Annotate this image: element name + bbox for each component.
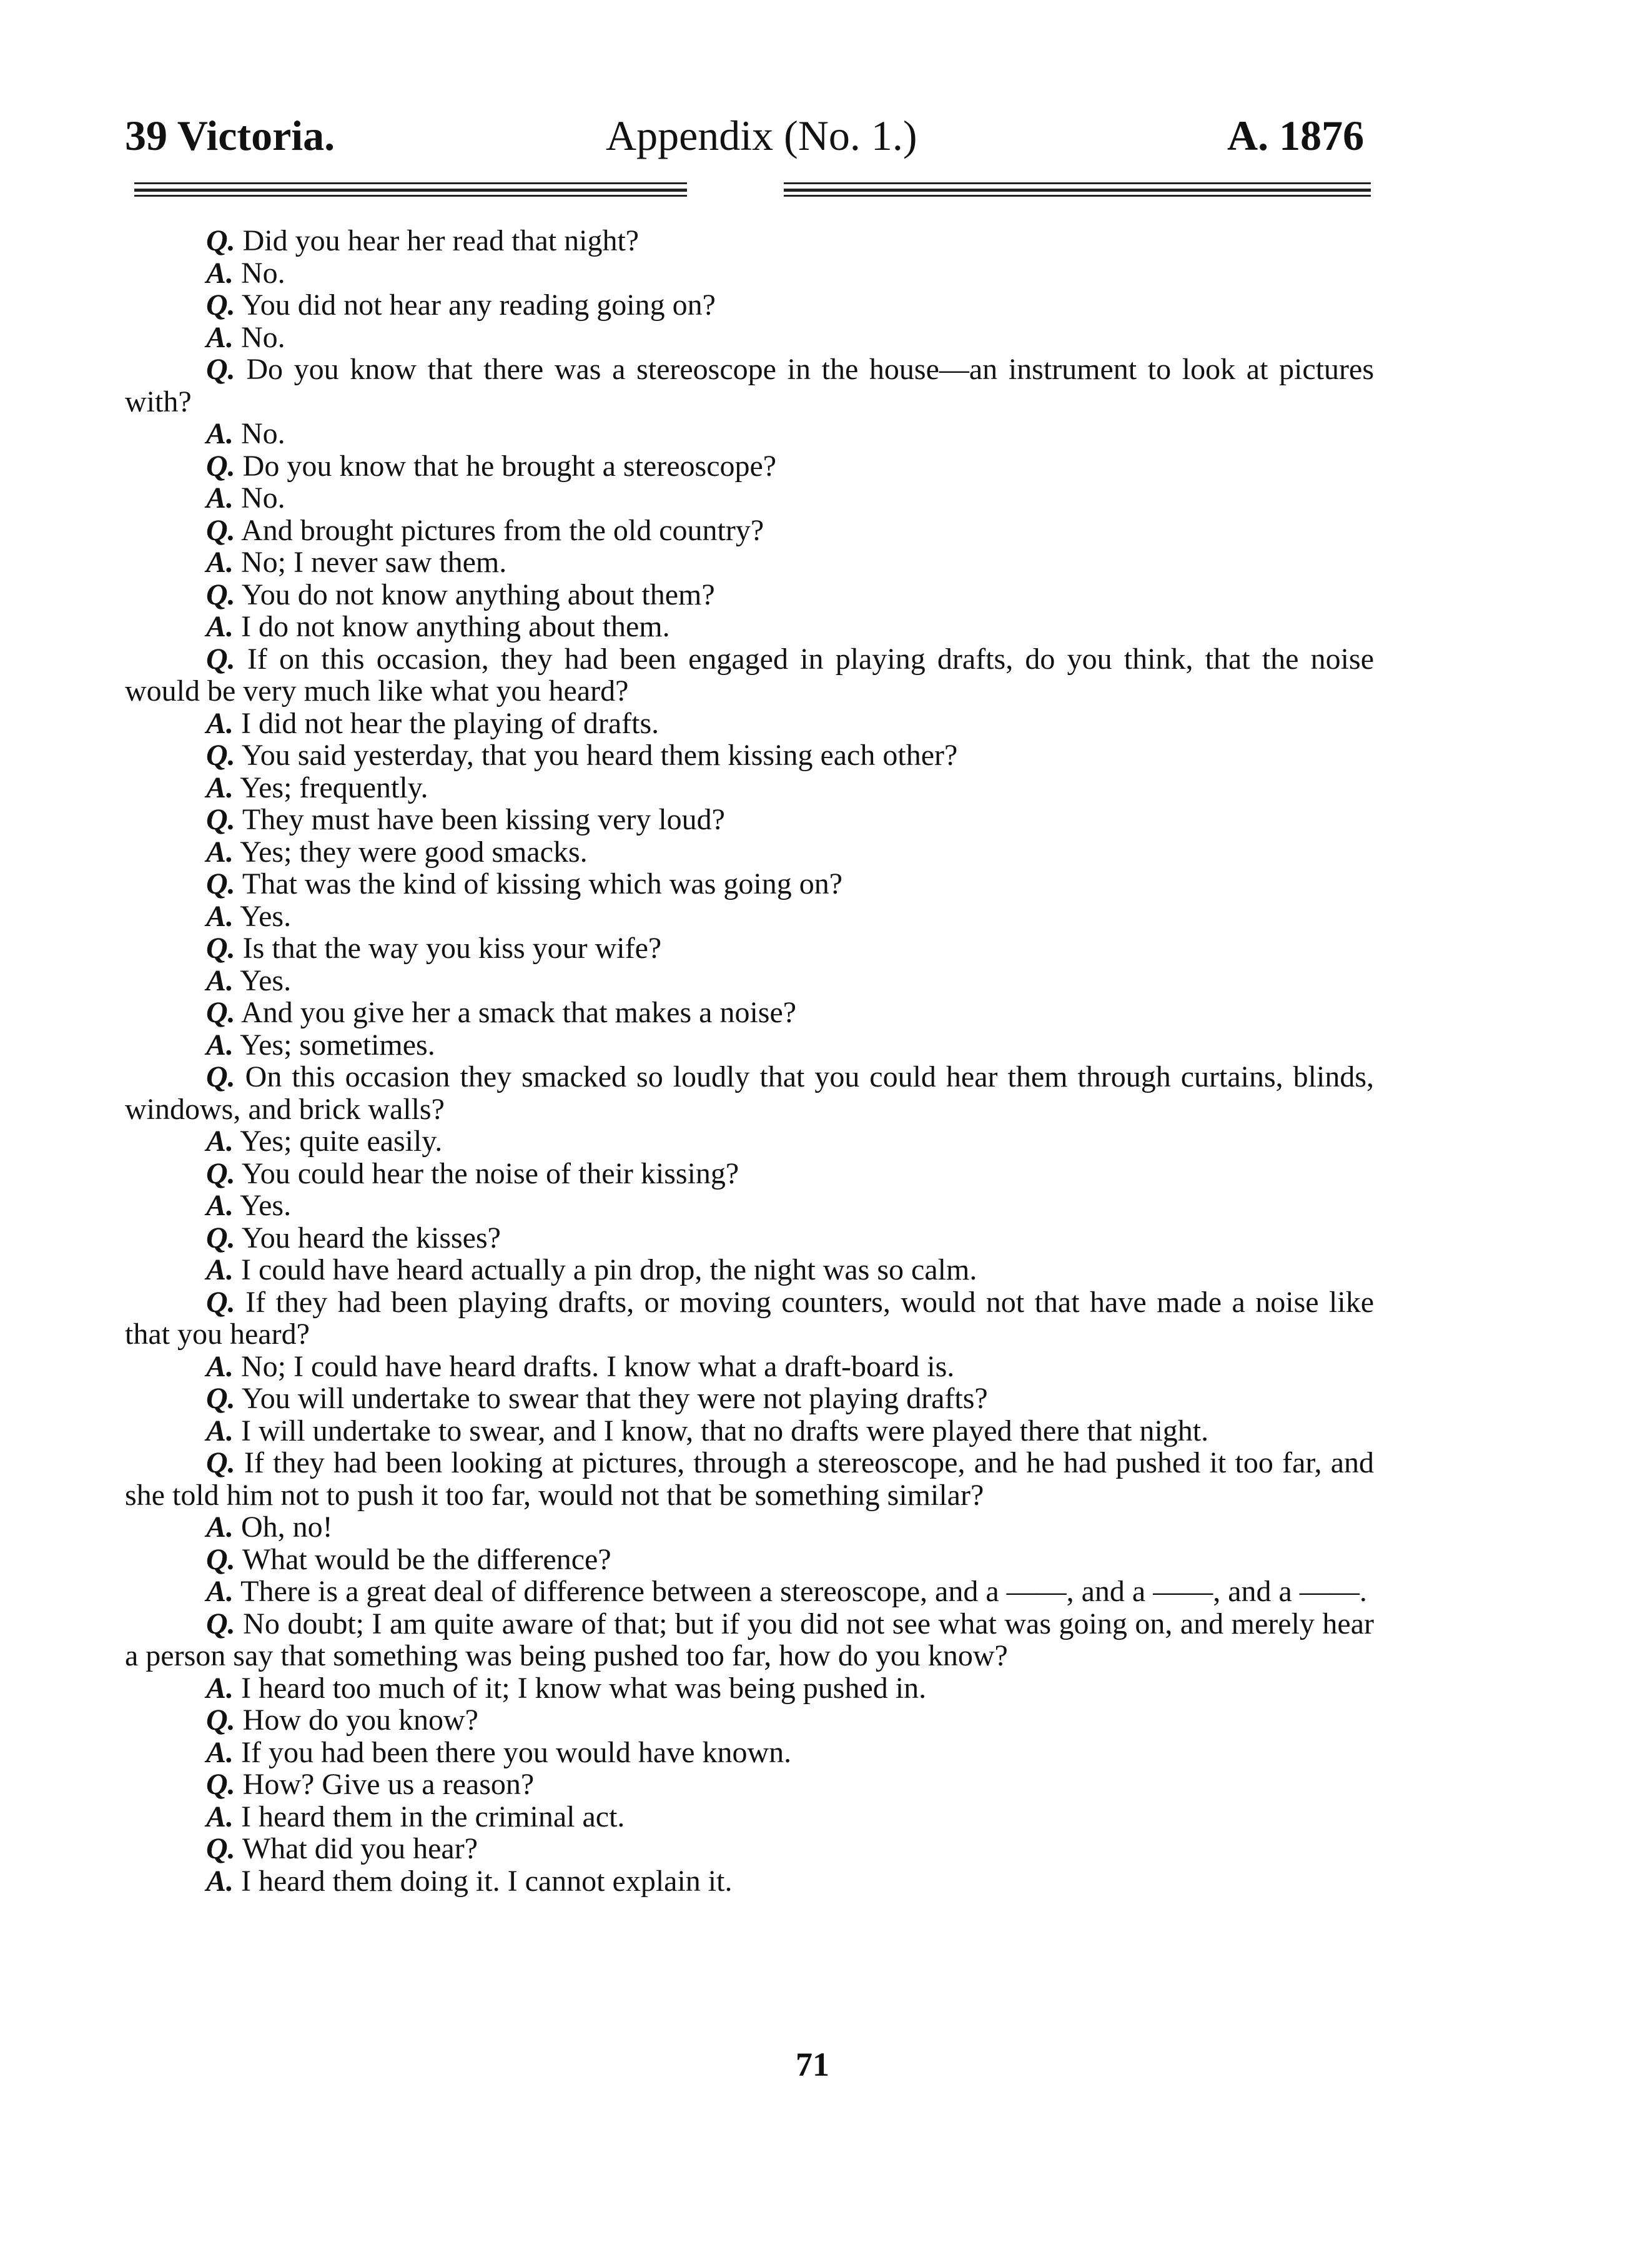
question-paragraph bbox=[125, 1158, 1374, 1190]
question-paragraph bbox=[125, 1704, 1374, 1737]
question-paragraph bbox=[125, 739, 1374, 772]
speaker-label: A. bbox=[206, 256, 234, 290]
speaker-label: A. bbox=[206, 1253, 234, 1286]
paragraph-text: That was the kind of kissing which was going on? bbox=[242, 867, 843, 900]
answer-paragraph bbox=[125, 1801, 1374, 1833]
paragraph-text: What would be the difference? bbox=[242, 1542, 611, 1576]
speaker-label: A. bbox=[206, 706, 234, 740]
answer-paragraph bbox=[125, 1254, 1374, 1286]
speaker-label: A. bbox=[206, 610, 234, 643]
question-paragraph bbox=[125, 515, 1374, 547]
speaker-label: Q. bbox=[206, 1285, 235, 1319]
paragraph-text: No; I could have heard drafts. I know what a draft-board is. bbox=[241, 1349, 955, 1383]
question-paragraph bbox=[125, 225, 1374, 257]
paragraph-text: I do not know anything about them. bbox=[241, 610, 670, 643]
answer-paragraph bbox=[125, 1415, 1374, 1447]
speaker-label: A. bbox=[206, 481, 234, 515]
speaker-label: Q. bbox=[206, 867, 235, 900]
paragraph-text: What did you hear? bbox=[242, 1832, 478, 1865]
speaker-label: A. bbox=[206, 320, 234, 354]
answer-paragraph bbox=[125, 257, 1374, 290]
question-paragraph bbox=[125, 579, 1374, 611]
question-paragraph bbox=[125, 1383, 1374, 1415]
answer-paragraph bbox=[125, 322, 1374, 354]
answer-paragraph bbox=[125, 546, 1374, 579]
answer-paragraph bbox=[125, 1672, 1374, 1705]
answer-paragraph bbox=[125, 1511, 1374, 1544]
paragraph-text: They must have been kissing very loud? bbox=[242, 803, 725, 836]
speaker-label: Q. bbox=[206, 996, 235, 1029]
speaker-label: Q. bbox=[206, 642, 235, 676]
speaker-label: A. bbox=[206, 1125, 234, 1158]
paragraph-text: If they had been playing drafts, or moving counters, would not that have made a noise like that you heard? bbox=[125, 1285, 1375, 1351]
paragraph-text: You could hear the noise of their kissing? bbox=[241, 1156, 739, 1190]
answer-paragraph bbox=[125, 1737, 1374, 1769]
paragraph-text: Is that the way you kiss your wife? bbox=[242, 932, 662, 965]
question-paragraph bbox=[125, 1222, 1374, 1255]
paragraph-text: No; I never saw them. bbox=[241, 546, 507, 579]
speaker-label: A. bbox=[206, 546, 234, 579]
paragraph-text: And you give her a smack that makes a noise? bbox=[241, 996, 797, 1029]
paragraph-text: If on this occasion, they had been engaged in playing drafts, do you think, that the noise would be very much like what you heard? bbox=[125, 642, 1374, 708]
paragraph-text: Yes. bbox=[240, 964, 292, 997]
paragraph-text: There is a great deal of difference between a stereoscope, and a ——, and a ——, and a ——. bbox=[240, 1575, 1367, 1608]
answer-paragraph bbox=[125, 1575, 1374, 1608]
speaker-label: A. bbox=[206, 1349, 234, 1383]
answer-paragraph bbox=[125, 1125, 1374, 1158]
speaker-label: Q. bbox=[206, 1382, 235, 1415]
question-paragraph bbox=[125, 1286, 1374, 1351]
speaker-label: Q. bbox=[206, 1607, 235, 1640]
question-paragraph bbox=[125, 804, 1374, 836]
speaker-label: Q. bbox=[206, 513, 235, 547]
speaker-label: A. bbox=[206, 1735, 234, 1769]
paragraph-text: Yes; quite easily. bbox=[240, 1125, 443, 1158]
answer-paragraph bbox=[125, 1190, 1374, 1222]
paragraph-text: No. bbox=[241, 417, 285, 450]
paragraph-text: I could have heard actually a pin drop, the night was so calm. bbox=[241, 1253, 977, 1286]
answer-paragraph bbox=[125, 1865, 1374, 1898]
question-paragraph bbox=[125, 1608, 1374, 1672]
question-paragraph bbox=[125, 1833, 1374, 1865]
answer-paragraph bbox=[125, 1029, 1374, 1062]
answer-paragraph bbox=[125, 611, 1374, 643]
paragraph-text: You do not know anything about them? bbox=[241, 578, 715, 611]
speaker-label: Q. bbox=[206, 1156, 235, 1190]
speaker-label: Q. bbox=[206, 1060, 235, 1093]
question-paragraph bbox=[125, 1768, 1374, 1801]
speaker-label: A. bbox=[206, 1414, 234, 1447]
paragraph-text: You heard the kisses? bbox=[241, 1221, 501, 1255]
speaker-label: Q. bbox=[206, 1542, 235, 1576]
answer-paragraph bbox=[125, 965, 1374, 997]
answer-paragraph bbox=[125, 900, 1374, 933]
speaker-label: Q. bbox=[206, 578, 235, 611]
speaker-label: Q. bbox=[206, 224, 235, 257]
question-paragraph bbox=[125, 450, 1374, 483]
speaker-label: A. bbox=[206, 417, 234, 450]
paragraph-text: Oh, no! bbox=[241, 1511, 333, 1544]
paragraph-text: I did not hear the playing of drafts. bbox=[241, 706, 659, 740]
question-paragraph bbox=[125, 997, 1374, 1029]
speaker-label: Q. bbox=[206, 803, 235, 836]
paragraph-text: Yes. bbox=[240, 1189, 292, 1222]
speaker-label: A. bbox=[206, 771, 234, 804]
answer-paragraph bbox=[125, 772, 1374, 804]
paragraph-text: Yes; frequently. bbox=[240, 771, 428, 804]
question-paragraph bbox=[125, 289, 1374, 322]
paragraph-text: If you had been there you would have known. bbox=[241, 1735, 792, 1769]
paragraph-text: No. bbox=[241, 320, 285, 354]
paragraph-text: Yes; sometimes. bbox=[240, 1028, 435, 1062]
speaker-label: A. bbox=[206, 1511, 234, 1544]
paragraph-text: You said yesterday, that you heard them kissing each other? bbox=[241, 739, 958, 772]
question-paragraph bbox=[125, 1544, 1374, 1576]
paragraph-text: Yes; they were good smacks. bbox=[240, 835, 588, 869]
speaker-label: Q. bbox=[206, 1446, 235, 1479]
speaker-label: Q. bbox=[206, 1832, 235, 1865]
question-paragraph bbox=[125, 1447, 1374, 1511]
speaker-label: A. bbox=[206, 1800, 234, 1833]
answer-paragraph bbox=[125, 836, 1374, 869]
header-year: A. 1876 bbox=[1227, 112, 1365, 159]
paragraph-text: On this occasion they smacked so loudly that you could hear them through curtains, blinds, windows, and brick walls? bbox=[125, 1060, 1375, 1126]
paragraph-text: I heard them in the criminal act. bbox=[241, 1800, 625, 1833]
speaker-label: Q. bbox=[206, 449, 235, 483]
paragraph-text: If they had been looking at pictures, through a stereoscope, and he had pushed it too far, and she told him not to push it too far, would not that be something similar? bbox=[125, 1446, 1374, 1512]
paragraph-text: And brought pictures from the old country? bbox=[241, 513, 764, 547]
paragraph-text: No. bbox=[241, 481, 285, 515]
paragraph-text: How? Give us a reason? bbox=[242, 1768, 535, 1801]
question-paragraph bbox=[125, 643, 1374, 708]
question-paragraph bbox=[125, 868, 1374, 900]
header-session: 39 Victoria. bbox=[125, 112, 335, 159]
paragraph-text: You did not hear any reading going on? bbox=[241, 288, 716, 322]
page-header bbox=[0, 100, 1625, 175]
speaker-label: Q. bbox=[206, 288, 235, 322]
question-paragraph bbox=[125, 932, 1374, 965]
header-rule-right bbox=[784, 181, 1371, 200]
paragraph-text: How do you know? bbox=[242, 1703, 478, 1737]
paragraph-text: No doubt; I am quite aware of that; but if you did not see what was going on, and merely hear a person say that something was being pushed too far, how do you know? bbox=[125, 1607, 1374, 1672]
header-appendix: Appendix (No. 1.) bbox=[606, 112, 917, 159]
paragraph-text: You will undertake to swear that they were not playing drafts? bbox=[241, 1382, 988, 1415]
paragraph-text: Yes. bbox=[240, 899, 292, 933]
speaker-label: Q. bbox=[206, 1768, 235, 1801]
speaker-label: Q. bbox=[206, 739, 235, 772]
question-paragraph bbox=[125, 1061, 1374, 1125]
answer-paragraph bbox=[125, 1351, 1374, 1383]
speaker-label: A. bbox=[206, 835, 234, 869]
paragraph-text: I heard them doing it. I cannot explain it. bbox=[241, 1864, 733, 1898]
paragraph-text: I heard too much of it; I know what was being pushed in. bbox=[241, 1671, 927, 1705]
question-paragraph bbox=[125, 353, 1374, 418]
speaker-label: Q. bbox=[206, 932, 235, 965]
speaker-label: Q. bbox=[206, 1703, 235, 1737]
page-number: 71 bbox=[796, 2046, 829, 2083]
speaker-label: Q. bbox=[206, 353, 235, 386]
speaker-label: A. bbox=[206, 1864, 234, 1898]
answer-paragraph bbox=[125, 708, 1374, 740]
paragraph-text: I will undertake to swear, and I know, that no drafts were played there that night. bbox=[241, 1414, 1209, 1447]
paragraph-text: Did you hear her read that night? bbox=[242, 224, 640, 257]
paragraph-text: No. bbox=[241, 256, 285, 290]
speaker-label: A. bbox=[206, 1189, 234, 1222]
testimony-body bbox=[125, 225, 1374, 1897]
answer-paragraph bbox=[125, 418, 1374, 450]
speaker-label: A. bbox=[206, 964, 234, 997]
paragraph-text: Do you know that he brought a stereoscope? bbox=[242, 449, 777, 483]
speaker-label: Q. bbox=[206, 1221, 235, 1255]
answer-paragraph bbox=[125, 482, 1374, 515]
paragraph-text: Do you know that there was a stereoscope in the house—an instrument to look at pictures with? bbox=[125, 353, 1375, 418]
speaker-label: A. bbox=[206, 899, 234, 933]
speaker-label: A. bbox=[206, 1671, 234, 1705]
speaker-label: A. bbox=[206, 1575, 234, 1608]
speaker-label: A. bbox=[206, 1028, 234, 1062]
header-rule-left bbox=[134, 181, 687, 200]
